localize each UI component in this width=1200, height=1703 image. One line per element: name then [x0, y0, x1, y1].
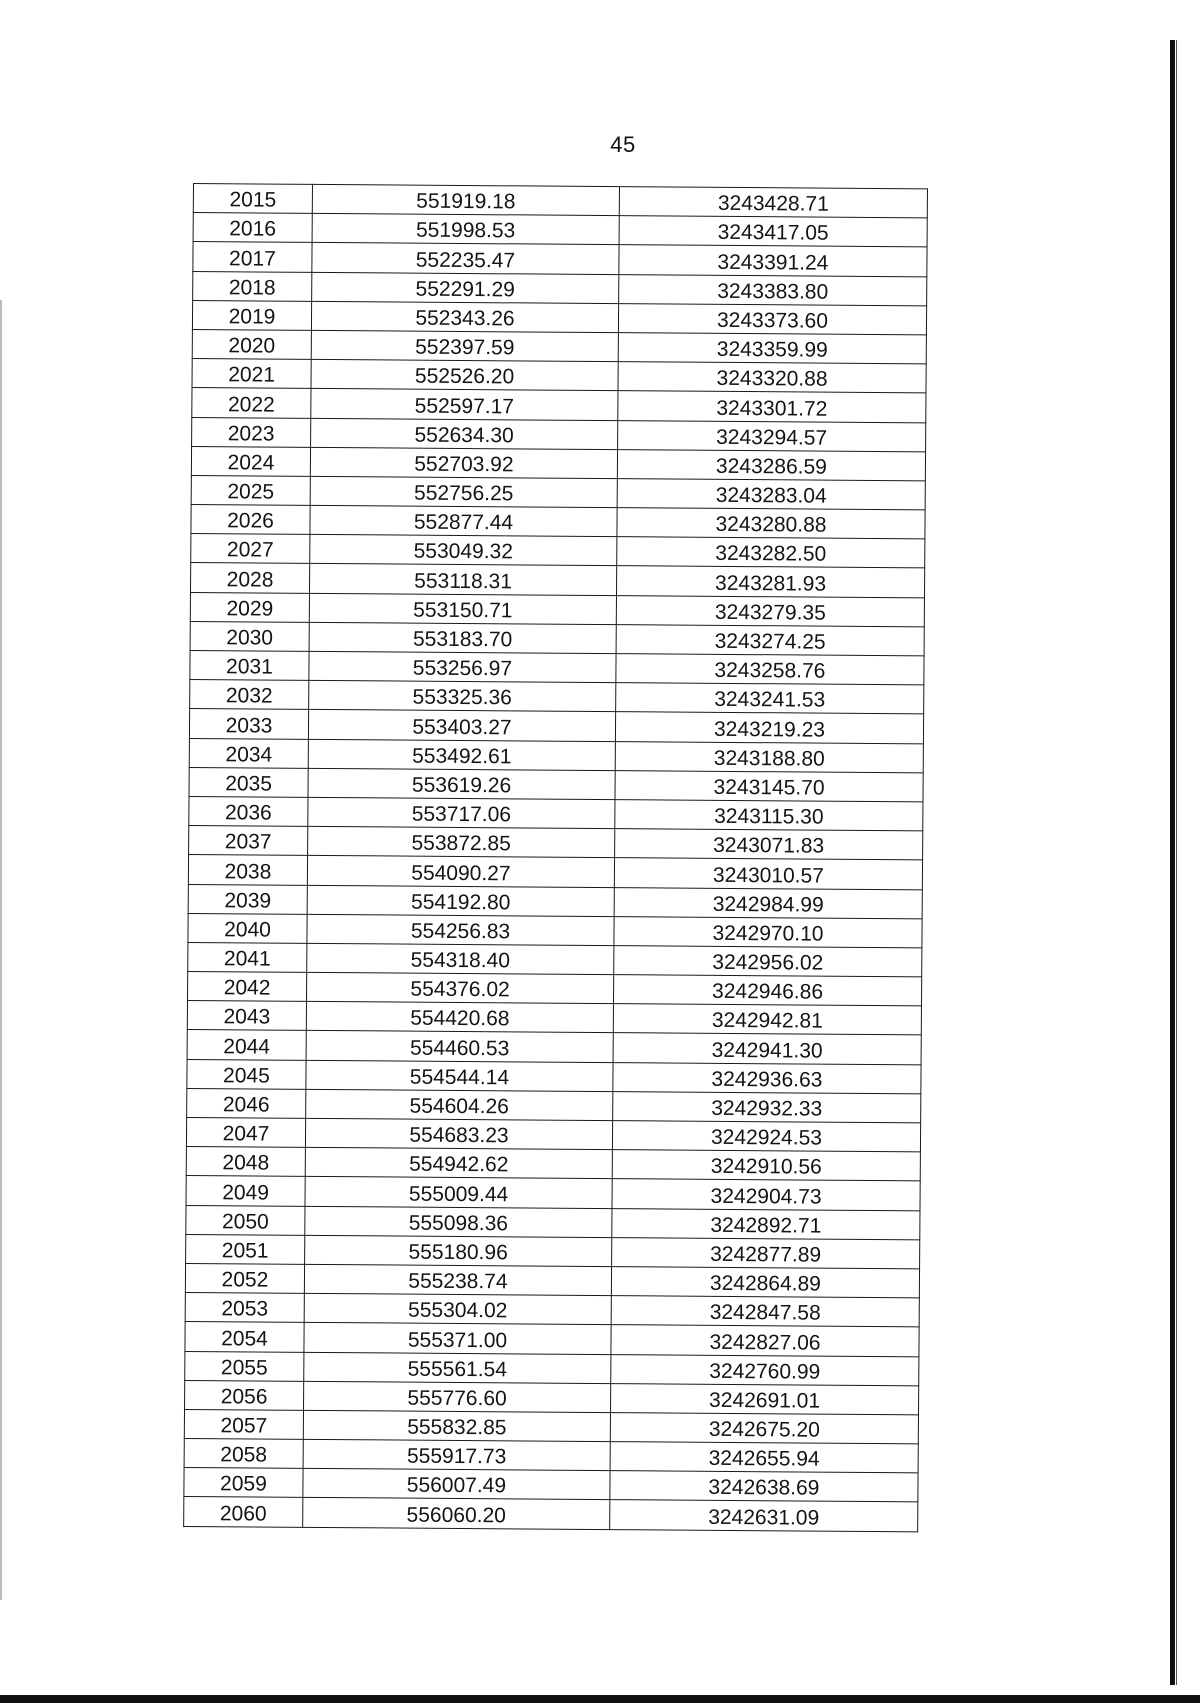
- scan-edge-left: [0, 300, 2, 1600]
- year-cell: 2026: [191, 505, 310, 535]
- x-coordinate-cell: 552597.17: [311, 389, 618, 420]
- y-coordinate-cell: 3242942.81: [613, 1004, 921, 1035]
- y-coordinate-cell: 3243282.50: [617, 537, 925, 568]
- x-coordinate-cell: 555776.60: [304, 1381, 611, 1412]
- y-coordinate-cell: 3242941.30: [613, 1033, 921, 1064]
- x-coordinate-cell: 552756.25: [310, 476, 617, 507]
- x-coordinate-cell: 555180.96: [305, 1235, 612, 1266]
- year-cell: 2042: [188, 972, 307, 1002]
- y-coordinate-cell: 3242904.73: [612, 1179, 920, 1210]
- coordinate-table-wrapper: [183, 183, 924, 1532]
- year-cell: 2040: [188, 913, 307, 943]
- x-coordinate-cell: 555098.36: [305, 1206, 612, 1237]
- y-coordinate-cell: 3243241.53: [616, 683, 924, 714]
- year-cell: 2034: [189, 738, 308, 768]
- y-coordinate-cell: 3243428.71: [619, 187, 927, 218]
- y-coordinate-cell: 3243219.23: [615, 712, 923, 743]
- year-cell: 2027: [191, 534, 310, 564]
- year-cell: 2033: [189, 709, 308, 739]
- x-coordinate-cell: 553118.31: [309, 564, 616, 595]
- year-cell: 2051: [186, 1234, 305, 1264]
- x-coordinate-cell: 553183.70: [309, 622, 616, 653]
- y-coordinate-cell: 3243359.99: [618, 333, 926, 364]
- x-coordinate-cell: 553325.36: [309, 681, 616, 712]
- y-coordinate-cell: 3242760.99: [611, 1354, 919, 1385]
- year-cell: 2039: [188, 884, 307, 914]
- x-coordinate-cell: 555304.02: [304, 1293, 611, 1324]
- x-coordinate-cell: 555371.00: [304, 1323, 611, 1354]
- x-coordinate-cell: 552703.92: [310, 447, 617, 478]
- x-coordinate-cell: 555238.74: [304, 1264, 611, 1295]
- y-coordinate-cell: 3243294.57: [618, 420, 926, 451]
- y-coordinate-cell: 3242864.89: [611, 1267, 919, 1298]
- x-coordinate-cell: 555832.85: [303, 1410, 610, 1441]
- year-cell: 2050: [186, 1205, 305, 1235]
- year-cell: 2030: [190, 621, 309, 651]
- year-cell: 2035: [189, 767, 308, 797]
- year-cell: 2019: [192, 300, 311, 330]
- y-coordinate-cell: 3242638.69: [610, 1471, 918, 1502]
- x-coordinate-cell: 553049.32: [310, 535, 617, 566]
- coordinate-table-body: [184, 184, 928, 1532]
- y-coordinate-cell: 3242892.71: [612, 1208, 920, 1239]
- year-cell: 2022: [192, 388, 311, 418]
- x-coordinate-cell: 554192.80: [307, 885, 614, 916]
- year-cell: 2036: [189, 796, 308, 826]
- year-cell: 2048: [186, 1147, 305, 1177]
- y-coordinate-cell: 3242984.99: [614, 887, 922, 918]
- x-coordinate-cell: 552877.44: [310, 505, 617, 536]
- year-cell: 2053: [185, 1293, 304, 1323]
- x-coordinate-cell: 554604.26: [306, 1089, 613, 1120]
- year-cell: 2045: [187, 1059, 306, 1089]
- year-cell: 2020: [192, 329, 311, 359]
- y-coordinate-cell: 3243383.80: [619, 274, 927, 305]
- year-cell: 2016: [193, 213, 312, 243]
- x-coordinate-cell: 554318.40: [307, 943, 614, 974]
- year-cell: 2023: [192, 417, 311, 447]
- y-coordinate-cell: 3242946.86: [613, 975, 921, 1006]
- year-cell: 2055: [185, 1351, 304, 1381]
- year-cell: 2044: [187, 1030, 306, 1060]
- year-cell: 2049: [186, 1176, 305, 1206]
- y-coordinate-cell: 3242877.89: [612, 1237, 920, 1268]
- year-cell: 2028: [191, 563, 310, 593]
- y-coordinate-cell: 3243373.60: [618, 303, 926, 334]
- x-coordinate-cell: 554942.62: [305, 1148, 612, 1179]
- y-coordinate-cell: 3243279.35: [616, 595, 924, 626]
- year-cell: 2056: [185, 1380, 304, 1410]
- y-coordinate-cell: 3242924.53: [612, 1121, 920, 1152]
- x-coordinate-cell: 556007.49: [303, 1469, 610, 1500]
- year-cell: 2015: [193, 184, 312, 214]
- x-coordinate-cell: 552634.30: [311, 418, 618, 449]
- y-coordinate-cell: 3242631.09: [610, 1500, 918, 1531]
- year-cell: 2021: [192, 359, 311, 389]
- y-coordinate-cell: 3243286.59: [617, 449, 925, 480]
- x-coordinate-cell: 552397.59: [311, 330, 618, 361]
- scan-edge-bottom: [0, 1695, 1200, 1703]
- page-number: 45: [610, 132, 636, 157]
- year-cell: 2058: [184, 1439, 303, 1469]
- year-cell: 2017: [193, 242, 312, 272]
- y-coordinate-cell: 3243145.70: [615, 770, 923, 801]
- x-coordinate-cell: 555009.44: [305, 1177, 612, 1208]
- y-coordinate-cell: 3243188.80: [615, 741, 923, 772]
- year-cell: 2057: [184, 1409, 303, 1439]
- x-coordinate-cell: 554376.02: [307, 972, 614, 1003]
- year-cell: 2047: [186, 1117, 305, 1147]
- x-coordinate-cell: 555917.73: [303, 1439, 610, 1470]
- year-cell: 2038: [188, 855, 307, 885]
- y-coordinate-cell: 3242827.06: [611, 1325, 919, 1356]
- x-coordinate-cell: 553619.26: [308, 768, 615, 799]
- y-coordinate-cell: 3242691.01: [610, 1383, 918, 1414]
- year-cell: 2024: [191, 446, 310, 476]
- y-coordinate-cell: 3242847.58: [611, 1296, 919, 1327]
- x-coordinate-cell: 554544.14: [306, 1060, 613, 1091]
- y-coordinate-cell: 3242932.33: [613, 1091, 921, 1122]
- y-coordinate-cell: 3243417.05: [619, 216, 927, 247]
- y-coordinate-cell: 3243010.57: [614, 858, 922, 889]
- y-coordinate-cell: 3242655.94: [610, 1442, 918, 1473]
- coordinate-table: [183, 183, 928, 1532]
- y-coordinate-cell: 3242956.02: [614, 945, 922, 976]
- year-cell: 2029: [190, 592, 309, 622]
- x-coordinate-cell: 553717.06: [308, 797, 615, 828]
- y-coordinate-cell: 3243320.88: [618, 362, 926, 393]
- x-coordinate-cell: 552526.20: [311, 359, 618, 390]
- x-coordinate-cell: 553492.61: [308, 739, 615, 770]
- y-coordinate-cell: 3242936.63: [613, 1062, 921, 1093]
- y-coordinate-cell: 3243274.25: [616, 624, 924, 655]
- year-cell: 2041: [188, 942, 307, 972]
- y-coordinate-cell: 3243301.72: [618, 391, 926, 422]
- y-coordinate-cell: 3242675.20: [610, 1412, 918, 1443]
- y-coordinate-cell: 3243071.83: [615, 829, 923, 860]
- year-cell: 2032: [190, 680, 309, 710]
- x-coordinate-cell: 556060.20: [303, 1498, 610, 1529]
- x-coordinate-cell: 554683.23: [305, 1118, 612, 1149]
- x-coordinate-cell: 554460.53: [306, 1031, 613, 1062]
- year-cell: 2031: [190, 650, 309, 680]
- y-coordinate-cell: 3243391.24: [619, 245, 927, 276]
- x-coordinate-cell: 553256.97: [309, 651, 616, 682]
- x-coordinate-cell: 552235.47: [312, 243, 619, 274]
- scan-edge-right-thin: [1176, 40, 1177, 1685]
- x-coordinate-cell: 554256.83: [307, 914, 614, 945]
- year-cell: 2043: [187, 1001, 306, 1031]
- year-cell: 2025: [191, 475, 310, 505]
- x-coordinate-cell: 551998.53: [312, 214, 619, 245]
- x-coordinate-cell: 554090.27: [307, 856, 614, 887]
- y-coordinate-cell: 3243281.93: [616, 566, 924, 597]
- x-coordinate-cell: 555561.54: [304, 1352, 611, 1383]
- year-cell: 2037: [189, 826, 308, 856]
- x-coordinate-cell: 553403.27: [308, 710, 615, 741]
- year-cell: 2059: [184, 1468, 303, 1498]
- x-coordinate-cell: 553872.85: [308, 826, 615, 857]
- scan-edge-right: [1170, 40, 1175, 1685]
- year-cell: 2060: [184, 1497, 303, 1527]
- x-coordinate-cell: 553150.71: [309, 593, 616, 624]
- y-coordinate-cell: 3242970.10: [614, 916, 922, 947]
- x-coordinate-cell: 554420.68: [306, 1002, 613, 1033]
- table-row: [184, 1497, 918, 1532]
- year-cell: 2052: [185, 1263, 304, 1293]
- year-cell: 2054: [185, 1322, 304, 1352]
- year-cell: 2018: [193, 271, 312, 301]
- y-coordinate-cell: 3243283.04: [617, 478, 925, 509]
- x-coordinate-cell: 552343.26: [311, 301, 618, 332]
- y-coordinate-cell: 3243280.88: [617, 508, 925, 539]
- x-coordinate-cell: 552291.29: [312, 272, 619, 303]
- y-coordinate-cell: 3243115.30: [615, 800, 923, 831]
- y-coordinate-cell: 3242910.56: [612, 1150, 920, 1181]
- year-cell: 2046: [187, 1088, 306, 1118]
- y-coordinate-cell: 3243258.76: [616, 654, 924, 685]
- x-coordinate-cell: 551919.18: [312, 184, 619, 215]
